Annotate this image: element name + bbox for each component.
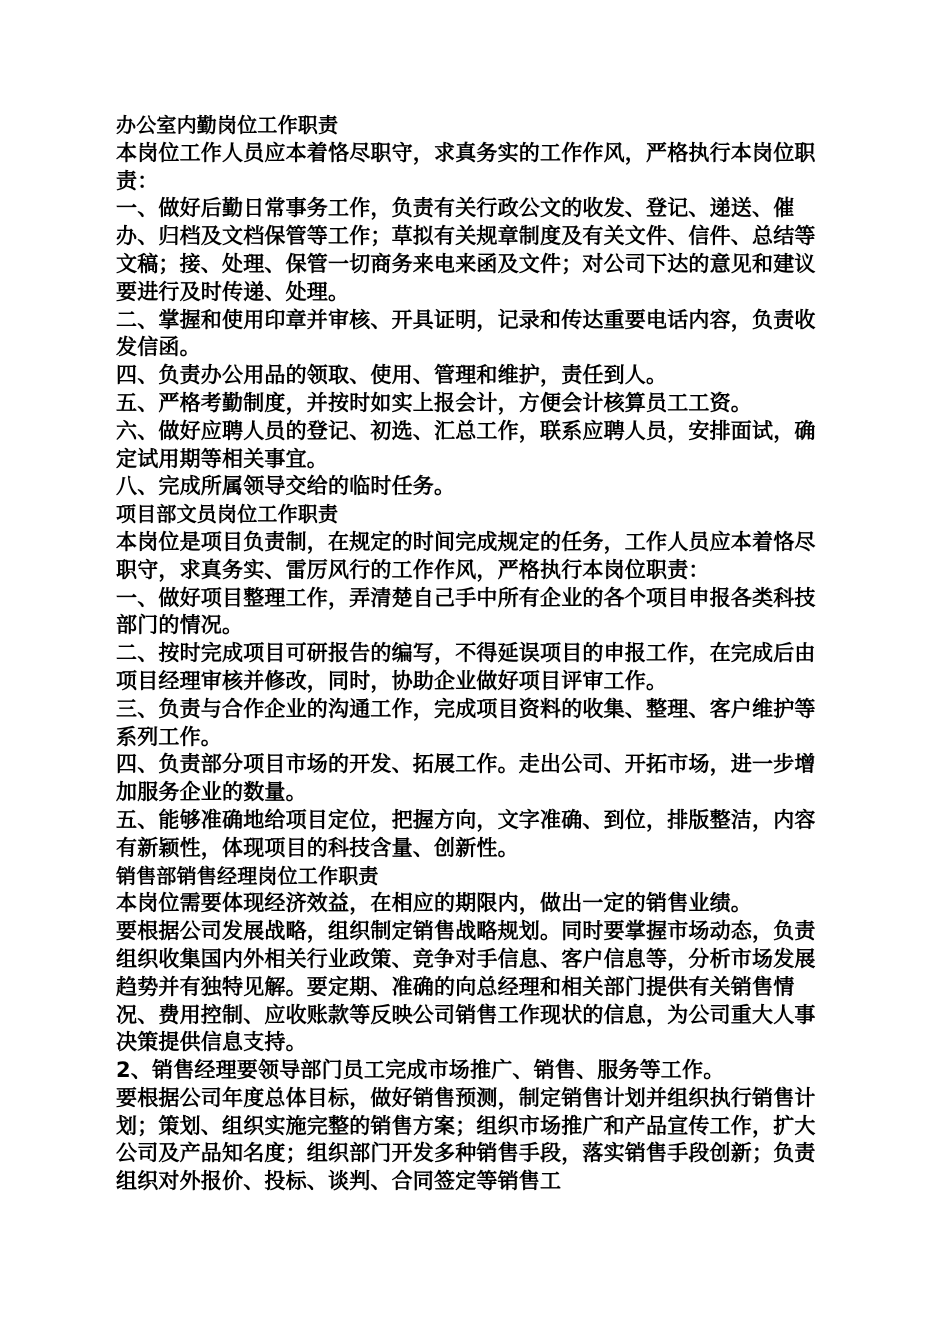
paragraph-duty-6: 六、做好应聘人员的登记、初选、汇总工作，联系应聘人员，安排面试，确定试用期等相关事宜。 xyxy=(116,418,816,471)
document-page xyxy=(116,112,836,1196)
paragraph-project-duty-1: 一、做好项目整理工作，弄清楚自己手中所有企业的各个项目申报各类科技部门的情况。 xyxy=(116,585,816,638)
section-title-sales-manager: 销售部销售经理岗位工作职责 xyxy=(116,863,379,888)
paragraph-project-duty-4: 四、负责部分项目市场的开发、拓展工作。走出公司、开拓市场，进一步增加服务企业的数量。 xyxy=(116,752,816,805)
paragraph-intro-sales-manager: 本岗位需要体现经济效益，在相应的期限内，做出一定的销售业绩。 xyxy=(116,891,752,916)
section-title-office-clerk: 办公室内勤岗位工作职责 xyxy=(116,113,339,137)
paragraph-intro-project-clerk: 本岗位是项目负责制，在规定的时间完成规定的任务，工作人员应本着恪尽职守，求真务实、雷厉风行的工作作风，严格执行本岗位职责： xyxy=(116,529,816,582)
paragraph-duty-2: 二、掌握和使用印章并审核、开具证明，记录和传达重要电话内容，负责收发信函。 xyxy=(116,307,816,360)
paragraph-sales-duty-plan: 要根据公司年度总体目标，做好销售预测，制定销售计划并组织执行销售计划；策划、组织实施完整的销售方案；组织市场推广和产品宣传工作，扩大公司及产品知名度；组织部门开发多种销售手段，落实销售手段创新；负责组织对外报价、投标、谈判、合同签定等销售工 xyxy=(116,1085,816,1194)
paragraph-project-duty-5: 五、能够准确地给项目定位，把握方向，文字准确、到位，排版整洁，内容有新颖性，体现项目的科技含量、创新性。 xyxy=(116,807,816,860)
paragraph-duty-1: 一、做好后勤日常事务工作，负责有关行政公文的收发、登记、递送、催办、归档及文档保管等工作；草拟有关规章制度及有关文件、信件、总结等文稿；接、处理、保管一切商务来电来函及文件；对公司下达的意见和建议要进行及时传递、处理。 xyxy=(116,196,816,304)
paragraph-duty-5: 五、严格考勤制度，并按时如实上报会计，方便会计核算员工工资。 xyxy=(116,390,752,415)
paragraph-duty-8: 八、完成所属领导交给的临时任务。 xyxy=(116,474,456,499)
paragraph-intro-office-clerk: 本岗位工作人员应本着恪尽职守，求真务实的工作作风，严格执行本岗位职责： xyxy=(116,140,816,193)
paragraph-project-duty-2: 二、按时完成项目可研报告的编写，不得延误项目的申报工作，在完成后由项目经理审核并修改，同时，协助企业做好项目评审工作。 xyxy=(116,641,816,693)
paragraph-sales-duty-2: 2、销售经理要领导部门员工完成市场推广、销售、服务等工作。 xyxy=(116,1058,725,1083)
paragraph-duty-4: 四、负责办公用品的领取、使用、管理和维护，责任到人。 xyxy=(116,363,668,388)
paragraph-sales-duty-strategy: 要根据公司发展战略，组织制定销售战略规划。同时要掌握市场动态，负责组织收集国内外相关行业政策、竞争对手信息、客户信息等，分析市场发展趋势并有独特见解。要定期、准确的向总经理和相关部门提供有关销售情况、费用控制、应收账款等反映公司销售工作现状的信息，为公司重大人事决策提供信息支持。 xyxy=(116,919,816,1055)
section-title-project-clerk: 项目部文员岗位工作职责 xyxy=(116,502,339,527)
paragraph-project-duty-3: 三、负责与合作企业的沟通工作，完成项目资料的收集、整理、客户维护等系列工作。 xyxy=(116,696,816,749)
